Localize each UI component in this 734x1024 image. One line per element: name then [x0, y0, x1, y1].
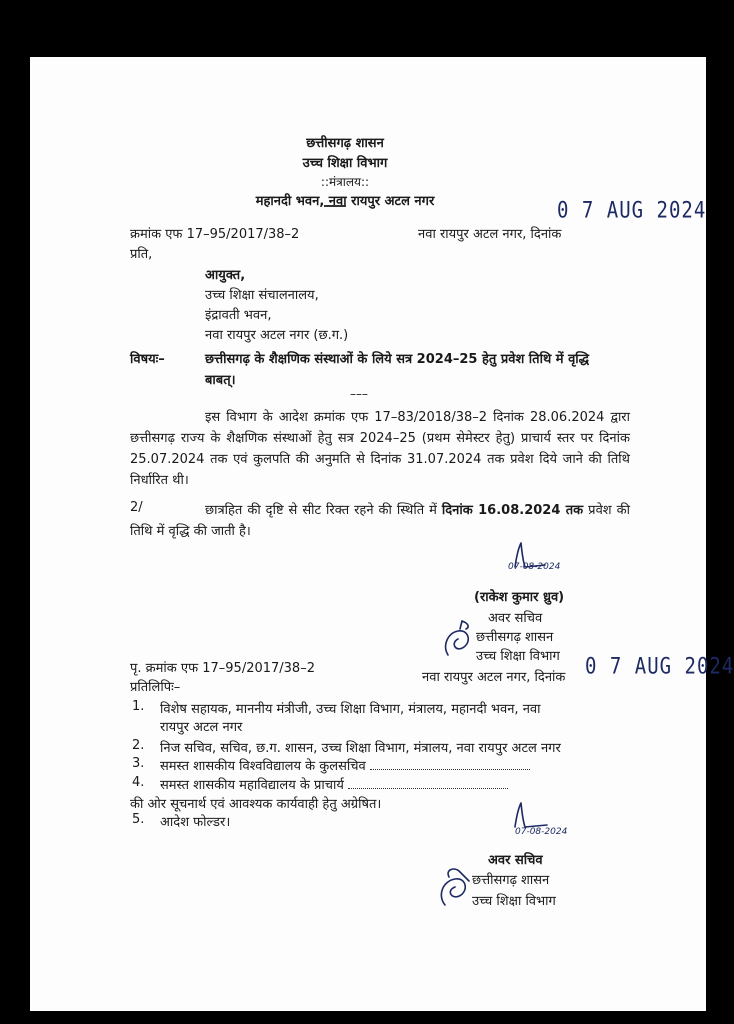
to-line-4: नवा रायपुर अटल नगर (छ.ग.) [205, 328, 349, 343]
header-department: उच्च शिक्षा विभाग [302, 156, 388, 171]
copy-item-4-number: 4. [132, 775, 145, 790]
header-government: छत्तीसगढ़ शासन [306, 136, 384, 151]
copy-item-1-text: विशेष सहायक, माननीय मंत्रीजी, उच्च शिक्षा विभाग, मंत्रालय, महानदी भवन, नवा [160, 702, 541, 717]
seal-scribble-1 [440, 619, 480, 661]
copy-item-3-number: 3. [132, 756, 145, 771]
copy-item-1-number: 1. [132, 699, 145, 714]
signature-2-date: 07-08-2024 [515, 827, 568, 837]
copy-item-5-number: 5. [132, 812, 145, 827]
to-line-3: इंद्रावती भवन, [205, 308, 272, 323]
endorsement-place-date: नवा रायपुर अटल नगर, दिनांक [422, 670, 566, 685]
para2-number: 2/ [130, 500, 143, 515]
signature-1-name: (राकेश कुमार ध्रुव) [474, 590, 565, 605]
copy-item-1-continuation: रायपुर अटल नगर [160, 720, 243, 735]
header-underline [324, 205, 346, 207]
subject-separator: ––– [350, 387, 368, 401]
date-stamp: 0 7 AUG 2024 [557, 198, 707, 224]
seal-scribble-2 [435, 865, 477, 911]
to-line-1: आयुक्त, [205, 268, 246, 283]
document-page [30, 57, 734, 1011]
signature-1-designation: अवर सचिव [488, 611, 543, 626]
body-paragraph-1: इस विभाग के आदेश क्रमांक एफ 17–83/2018/38–2 दिनांक 28.06.2024 द्वारा छत्तीसगढ़ राज्य के शैक्षणिक संस्थाओं हेतु सत्र 2024–25 (प्रथम सेमेस्टर हेतु) प्राचार्य स्तर पर दिनांक 25.07.2024 तक एवं कुलपति की अनुमति से दिनांक 31.07.2024 तक प्रवेश दिये जाने की तिथि निर्धारित थी। [130, 410, 630, 488]
to-line-2: उच्च शिक्षा संचालनालय, [205, 288, 319, 303]
signature-1-department: उच्च शिक्षा विभाग [476, 649, 560, 664]
signature-1-date: 07-08-2024 [508, 562, 561, 572]
body-paragraph-2: छात्रहित की दृष्टि से सीट रिक्त रहने की स्थिति में दिनांक 16.08.2024 तक प्रवेश की तिथि में वृद्धि की जाती है। [130, 503, 630, 539]
copy-item-2-text: निज सचिव, सचिव, छ.ग. शासन, उच्च शिक्षा विभाग, मंत्रालय, नवा रायपुर अटल नगर [160, 741, 561, 756]
signature-2-designation: अवर सचिव [488, 853, 543, 868]
copy-item-4: समस्त शासकीय महाविद्यालय के प्राचार्य [160, 775, 508, 793]
copy-item-3: समस्त शासकीय विश्वविद्यालय के कुलसचिव [160, 756, 530, 774]
forward-note: की ओर सूचनार्थ एवं आवश्यक कार्यवाही हेतु अग्रेषित। [130, 797, 382, 812]
order-number: क्रमांक एफ 17–95/2017/38–2 [130, 227, 300, 242]
signature-2-government: छत्तीसगढ़ शासन [472, 873, 550, 888]
subject-line-1: छत्तीसगढ़ के शैक्षणिक संस्थाओं के लिये सत्र 2024–25 हेतु प्रवेश तिथि में वृद्धि [205, 352, 590, 367]
copy-label: प्रतिलिपिः– [130, 680, 181, 695]
signature-1 [505, 539, 565, 579]
endorsement-date-stamp: 0 7 AUG 2024 [585, 654, 734, 680]
copy-item-2-number: 2. [132, 738, 145, 753]
signature-2-department: उच्च शिक्षा विभाग [472, 894, 556, 909]
signature-1-government: छत्तीसगढ़ शासन [476, 630, 554, 645]
header-address: महानदी भवन, नवा रायपुर अटल नगर [255, 194, 435, 209]
order-place-date: नवा रायपुर अटल नगर, दिनांक [418, 227, 562, 242]
to-prefix: प्रति, [130, 247, 153, 262]
subject-line-2: बाबत्। [205, 373, 236, 388]
header-ministry: ::मंत्रालय:: [320, 175, 370, 189]
copy-item-5-text: आदेश फोल्डर। [160, 815, 231, 830]
endorsement-number: पृ. क्रमांक एफ 17–95/2017/38–2 [130, 661, 315, 676]
subject-label: विषयः– [130, 352, 165, 367]
